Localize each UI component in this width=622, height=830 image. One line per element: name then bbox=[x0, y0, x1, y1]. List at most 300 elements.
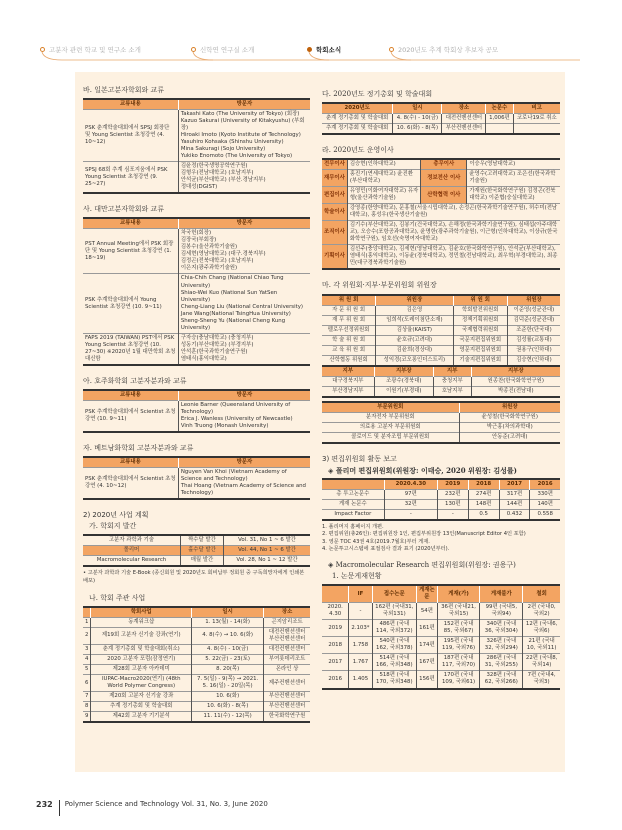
circle-icon bbox=[40, 47, 45, 52]
visitor: Hiroaki Imoto (Kyoto Institute of Technology) bbox=[180, 132, 301, 139]
table-cell: 486편 (국내114, 국외372) bbox=[372, 620, 417, 637]
visitor: 김장국(부회장) bbox=[180, 237, 217, 244]
director-names: 이승우(영남대학교) bbox=[467, 159, 560, 170]
table-cell: 10. 6(화) - 8(목) bbox=[192, 702, 264, 712]
table-row bbox=[322, 432, 560, 443]
table-row bbox=[322, 325, 560, 335]
visitors-cell bbox=[178, 333, 310, 365]
table-row bbox=[83, 675, 310, 692]
table-cell: 홀수달 발간 bbox=[180, 546, 223, 556]
visitor: Cheng-Liang Liu (National Central University) bbox=[180, 303, 304, 310]
visitor: 안석훈(한국과학기술연구원) bbox=[180, 348, 248, 355]
table-row bbox=[83, 617, 310, 627]
table-cell: 윤성철(한국화학연구원) bbox=[459, 412, 560, 422]
table-cell: 권용구(인하대) bbox=[507, 345, 560, 355]
table-cell: - bbox=[437, 509, 468, 520]
table-cell: 162편 (국내31, 국외131) bbox=[372, 603, 417, 620]
section-title: 자. 베트남화학회 고분자분과와 교류 bbox=[83, 443, 194, 452]
table-cell: 추계 정기총회 및 학술대회 bbox=[325, 125, 389, 132]
table-row bbox=[83, 665, 310, 675]
table-cell: 4. 8(수) - 10(금) bbox=[192, 644, 264, 654]
table-cell: 의료용 고분자 부문위원회 bbox=[359, 423, 421, 430]
table-header bbox=[322, 367, 560, 377]
table-cell: 대전컨벤션센터 bbox=[264, 644, 310, 654]
column-header: 학회사업 bbox=[91, 607, 192, 618]
director-names: 김선주(충앙대학교), 김세현(영남대학교), 김윤호(한국화학연구원), 안석균(부산대학교), 염태식(홍익대학교), 이동윤(경북대학교), 정민철(전남대학교), 최우혁(부경대학교), 최종민(대구경북과학기술원) bbox=[347, 245, 560, 270]
column-header: 위 원 회 bbox=[322, 295, 376, 306]
column-header: 방문자 bbox=[178, 218, 310, 229]
table-cell: 0.432 bbox=[499, 509, 530, 520]
table-cell: 11. 11(수) - 12(목) bbox=[192, 712, 264, 723]
visitor: 김형우(전남대학교) (호남지부) bbox=[180, 170, 254, 177]
table-cell: 1. 13(월) - 14(화) bbox=[192, 617, 264, 627]
column-header: 위원장 bbox=[507, 295, 560, 306]
column-header bbox=[322, 479, 384, 490]
column-header: 2018 bbox=[468, 479, 499, 490]
table-header bbox=[322, 103, 560, 114]
table-cell: 54편 bbox=[417, 603, 438, 620]
table-cell: 130편 bbox=[437, 499, 468, 509]
table-cell: 안동준(고려대) bbox=[459, 432, 560, 443]
exchange-content: PSK 추계학술대회에서 Scientist 초청강연 (10. 9~11) bbox=[85, 408, 176, 422]
director-role: 정보전산 이사 bbox=[421, 170, 467, 187]
table-cell: 161편 bbox=[417, 620, 438, 637]
table-cell: 10. 6(화) - 8(목) bbox=[393, 124, 442, 135]
australia-table bbox=[83, 389, 310, 433]
visitor: 김정곤(전북대학교) (호남지부) bbox=[180, 258, 254, 265]
section-title: 다. 2020년도 정기총회 및 학술대회 bbox=[322, 90, 433, 98]
committees-section bbox=[322, 281, 560, 443]
table-cell: 대전컨벤션센터 bbox=[442, 114, 486, 124]
table-cell: 동계워크샵 bbox=[91, 617, 192, 627]
exchange-content: PSK 춘계학술대회에서 SPSJ 회장단 및 Young Scientist 초청강연 (4. 10~12) bbox=[85, 125, 170, 146]
table-cell: 195편 (국내119, 국외76) bbox=[437, 637, 480, 654]
table-cell: 한국화학연구원 bbox=[264, 712, 310, 723]
table-cell: 2020. 4.30 bbox=[327, 604, 343, 618]
table-cell: 6 bbox=[85, 679, 89, 686]
visitor: 김봉수(울산과학기술원) bbox=[180, 244, 238, 251]
table-row bbox=[83, 712, 310, 723]
table-cell: 곤지암리조트 bbox=[264, 617, 310, 627]
table-row bbox=[322, 245, 560, 270]
table-cell: 1,006편 bbox=[486, 114, 513, 124]
column-header: 교류내용 bbox=[83, 218, 178, 229]
table-cell: 학회발전위원회 bbox=[453, 305, 507, 315]
table-row bbox=[83, 654, 310, 664]
table-row bbox=[83, 702, 310, 712]
visitor: Yukiko Enomoto (The University of Tokyo) bbox=[180, 153, 293, 160]
table-row bbox=[83, 333, 310, 365]
table-row bbox=[83, 274, 310, 333]
section-title: 2) 2020년 사업 계획 bbox=[83, 511, 149, 520]
director-role: 전무이사 bbox=[322, 159, 347, 170]
column-header: 일시 bbox=[192, 607, 264, 618]
japan-table bbox=[83, 98, 310, 194]
table-cell: 9 bbox=[85, 713, 89, 720]
table-cell: 21편 (국내10, 국외11) bbox=[523, 637, 560, 654]
nav-item-award-call[interactable] bbox=[389, 45, 498, 54]
japan-exchange-section bbox=[83, 86, 310, 194]
table-cell: 분자전자 부문위원회 bbox=[365, 413, 415, 420]
visitor: Takashi Kato (The University of Tokyo) (회장) bbox=[180, 111, 300, 118]
director-role: 기획이사 bbox=[322, 245, 347, 270]
table-cell: 부산컨벤션센터 bbox=[442, 124, 486, 135]
vietnam-table bbox=[83, 456, 310, 500]
table-row bbox=[322, 221, 560, 245]
table-cell: 대구경북지부 bbox=[332, 377, 364, 384]
table-header bbox=[322, 585, 560, 603]
subsection-title: ◈ Macromolecular Research 편집위원회(위원장: 권용구) bbox=[328, 561, 516, 570]
visitor: 김세현(영남대학교) (대구.경북지부) bbox=[180, 251, 266, 258]
table-row bbox=[322, 386, 560, 397]
left-column bbox=[83, 86, 310, 723]
table-row bbox=[322, 305, 560, 315]
table-header bbox=[83, 457, 310, 468]
director-names: 홍진기(연세대학교) 윤진환(부산대학교) bbox=[347, 170, 420, 187]
table-header bbox=[83, 390, 310, 401]
director-names: 김기수(부산대학교), 김봉기(건국대학교), 손해정(한국과학기술연구원), 심태섭(아주대학교), 오승수(포항공과대학교), 윤명한(광주과학기술원), 이근형(인하대학교), 이상규(한국화학연구원), 임호선(숙명여자대학교) bbox=[347, 221, 560, 245]
table-cell: 대전컨벤션센터 부산컨벤션센터 bbox=[264, 627, 310, 644]
vietnam-exchange-section bbox=[83, 444, 310, 500]
table-row bbox=[322, 499, 560, 509]
table-row bbox=[322, 124, 560, 135]
table-cell: 박종진(전남대) bbox=[471, 386, 560, 397]
table-cell: 3 bbox=[85, 645, 89, 652]
table-header bbox=[322, 479, 560, 490]
table-row bbox=[322, 355, 560, 366]
table-cell: Vol. 31, No 1 ~ 6 발간 bbox=[224, 535, 310, 546]
table-cell: 4 bbox=[85, 655, 89, 662]
table-header bbox=[83, 218, 310, 229]
subsection-title: 가. 학회지 발간 bbox=[89, 522, 137, 531]
table-cell: IUPAC-Macro2020(연기) (48th World Polymer Congress) bbox=[91, 675, 192, 692]
note-line: 2. 편집위원(총26인): 편집위원장 1인, 편집부위원장 13인(Manuscript Editor 4인 포함) bbox=[322, 531, 526, 538]
table-cell: 4. 8(수) - 10(금) bbox=[393, 114, 442, 124]
top-navigation bbox=[0, 0, 622, 62]
section-title: 라. 2020년도 운영이사 bbox=[322, 146, 394, 155]
section-title: 사. 대만고분자학회와 교류 bbox=[83, 205, 165, 214]
table-row bbox=[83, 162, 310, 194]
nav-label: 신학연 연구실 소개 bbox=[200, 46, 255, 54]
circle-icon bbox=[389, 47, 394, 52]
column-header: 교류내용 bbox=[83, 390, 178, 401]
table-cell: 32편 bbox=[384, 499, 437, 509]
table-cell: Macromolecular Research bbox=[96, 557, 167, 564]
table-cell: 286편 (국내31, 국외255) bbox=[480, 654, 523, 671]
table-cell: 임희석(도레이첨단소재) bbox=[376, 315, 453, 325]
column-header: 게재논문 bbox=[417, 585, 438, 603]
table-cell: 제19회 고분자 신기술 강좌(연기) bbox=[91, 627, 192, 644]
table-row bbox=[322, 489, 560, 499]
mr-stats-table bbox=[322, 584, 560, 689]
visitor: Chia-Chih Chang (National Chiao Tung University) bbox=[180, 275, 284, 289]
table-cell: 2 bbox=[85, 632, 89, 639]
table-cell: 폴리머 bbox=[83, 546, 180, 556]
table-cell: 제20회 고분자 신기술 강좌 bbox=[91, 692, 192, 702]
table-cell: 170편 (국내109, 국외61) bbox=[437, 671, 480, 689]
exchange-content: PSK 춘계학술대회에서 Scientist 초청강연 (4. 10~12) bbox=[85, 475, 176, 489]
nav-item-institutes[interactable] bbox=[40, 45, 141, 54]
table-cell: 187편 (국내117, 국외70) bbox=[437, 654, 480, 671]
director-names: 강영종(한양대학교), 문홍철(서울시립대학교), 손정곤(한국과학기술연구원), 허수미(전남대학교), 홍성우(한국생산기술원) bbox=[347, 204, 560, 221]
table-cell: 144편 bbox=[499, 499, 530, 509]
column-header: 장소 bbox=[264, 607, 310, 618]
table-cell: 7. 5(일) - 9(목) → 2021. 5. 16(일) - 20일(목) bbox=[192, 675, 264, 692]
circle-icon bbox=[191, 47, 196, 52]
table-row bbox=[83, 644, 310, 654]
branches-table bbox=[322, 367, 560, 398]
subsection-title: 나. 학회 주관 사업 bbox=[89, 593, 146, 602]
table-cell: 김덕준(성균관대) bbox=[507, 315, 560, 325]
visitor: 정대성(DGIST) bbox=[180, 184, 218, 191]
table-cell: 326편 (국내32, 국외294) bbox=[480, 637, 523, 654]
table-row bbox=[322, 204, 560, 221]
table-cell: 330편 bbox=[530, 489, 560, 499]
table-cell: 재 무 위 원 회 bbox=[332, 316, 366, 323]
table-cell: 518편 (국내170, 국외348) bbox=[372, 671, 417, 689]
column-header: 위 원 회 bbox=[453, 295, 507, 306]
table-cell: 제28회 고분자 아카데미 bbox=[91, 665, 192, 675]
nav-label: 학회소식 bbox=[316, 46, 342, 54]
table-cell: 7편 (국내4, 국외3) bbox=[523, 671, 560, 689]
table-row bbox=[83, 110, 310, 162]
column-header: 위원장 bbox=[376, 295, 453, 306]
column-header: 비고 bbox=[513, 103, 560, 114]
column-header: 지부 bbox=[433, 367, 471, 377]
meeting-section bbox=[322, 90, 560, 135]
directors-table bbox=[322, 158, 560, 270]
table-cell: 328편 (국내62, 국외266) bbox=[480, 671, 523, 689]
column-header: 방문자 bbox=[178, 99, 310, 110]
visitor: Shiao-Wei Kuo (National Sun YatSen University) bbox=[180, 289, 278, 303]
events-table bbox=[83, 606, 310, 723]
visitors-cell bbox=[178, 229, 310, 274]
director-names: 윤영수(고려대학교) 조은선(한국과학기술원) bbox=[467, 170, 560, 187]
table-header bbox=[322, 402, 560, 413]
table-cell: 1 bbox=[85, 618, 89, 625]
column-header: 장소 bbox=[442, 103, 486, 114]
nav-item-labs[interactable] bbox=[191, 45, 254, 54]
visitors-cell bbox=[178, 162, 310, 194]
table-row bbox=[322, 376, 560, 386]
table-row bbox=[83, 400, 310, 432]
table-cell: 8. 20(목) bbox=[192, 665, 264, 675]
table-row bbox=[322, 412, 560, 422]
table-cell: 학 술 위 원 회 bbox=[332, 336, 366, 343]
section-title: 바. 일본고분자학회와 교류 bbox=[83, 86, 165, 94]
table-row bbox=[322, 114, 560, 124]
table-row bbox=[83, 229, 310, 274]
table-cell: 514편 (국내166, 국외348) bbox=[372, 654, 417, 671]
visitor: Thai Hoang (Vietnam Academy of Science and Technology) bbox=[180, 482, 306, 496]
exchange-content: PSK 추계학술대회에서 Young Scientist 초청강연 (10. 9~11) bbox=[85, 296, 162, 310]
table-cell: 148편 bbox=[468, 499, 499, 509]
table-cell: 36편 (국내21, 국외15) bbox=[437, 603, 480, 620]
table-row bbox=[83, 546, 310, 556]
table-row bbox=[322, 509, 560, 520]
table-cell: 2020 고분자 포럼(잠정연기) bbox=[91, 654, 192, 664]
visitor: Jane Wang(National TsingHua University) bbox=[180, 310, 291, 317]
table-cell: 2편 (국내0, 국외2) bbox=[523, 603, 560, 620]
visitor: Nguyen Van Khoi (Vietnam Academy of Science and Technology) bbox=[180, 468, 287, 482]
table-row bbox=[322, 159, 560, 170]
visitor: 안석균(부산대학교) (부산.경남지부) bbox=[180, 177, 266, 184]
table-cell: 국제협력위원회 bbox=[453, 325, 507, 335]
table-cell: 게재 논문수 bbox=[338, 500, 367, 507]
column-header: 지부장 bbox=[471, 367, 560, 377]
column-header: 2016 bbox=[530, 479, 560, 490]
editorial-notes bbox=[322, 524, 560, 553]
table-cell: 1.758 bbox=[349, 637, 372, 654]
table-cell: 156편 bbox=[417, 671, 438, 689]
table-cell: 1.767 bbox=[349, 654, 372, 671]
director-role: 조직이사 bbox=[322, 221, 347, 245]
table-cell: 99편 (국내5, 국외94) bbox=[480, 603, 523, 620]
section-title: 3) 편집위원회 활동 보고 bbox=[322, 454, 397, 463]
table-cell: 2.103* bbox=[349, 620, 372, 637]
column-header: 논문수 bbox=[486, 103, 513, 114]
taiwan-exchange-section bbox=[83, 205, 310, 365]
visitor: Erica J. Wanless (University of Newcastle) bbox=[180, 415, 293, 422]
table-cell: 12편 (국내6, 국외6) bbox=[523, 620, 560, 637]
visitor: Vinh Truong (Monash University) bbox=[180, 422, 269, 429]
subsection-title: 1. 논문게재현황 bbox=[332, 572, 382, 581]
journals-table bbox=[83, 534, 310, 567]
table-cell: 김은영 bbox=[376, 305, 453, 315]
visitor: 김윤정(한국생명공학연구원) bbox=[180, 163, 248, 170]
visitors-cell bbox=[178, 110, 310, 162]
table-row bbox=[322, 170, 560, 187]
table-row bbox=[83, 627, 310, 644]
divider bbox=[59, 800, 60, 816]
visitor: Kazuo Sakurai (University of Kitakyushu) (부회장) bbox=[180, 118, 305, 132]
page-number: 232 bbox=[36, 800, 53, 809]
table-cell: 고분자 과학과 기술 bbox=[108, 537, 154, 544]
table-cell: 영문지편집위원회 bbox=[453, 345, 507, 355]
ebook-note: • 고분자 과학과 기술 E-Book (종신회원 및 2020년도 회비납부 정회원 중 구독희망자에게 인쇄본 배포) bbox=[83, 570, 305, 584]
editorial-section bbox=[322, 455, 560, 690]
table-cell: 국문지편집위원회 bbox=[453, 335, 507, 345]
table-cell: 2019 bbox=[328, 624, 343, 631]
table-row bbox=[322, 637, 560, 654]
column-header: 게재불가 bbox=[480, 585, 523, 603]
note-line: 4. 논문투고시스템에 표절검사 결과 표기 (2020년부터). bbox=[322, 545, 450, 552]
table-row bbox=[322, 603, 560, 620]
subsection-title: ◈ 폴리머 편집위원회(위원장: 이태승, 2020 위원장: 김성률) bbox=[328, 465, 517, 475]
table-cell: 원종찬(한국화학연구원) bbox=[471, 376, 560, 386]
column-header: 2020년도 bbox=[322, 103, 393, 114]
table-cell: 김상율(KAIST) bbox=[376, 325, 453, 335]
table-cell: 조광수(경북대) bbox=[374, 376, 433, 386]
column-header: 철회 bbox=[523, 585, 560, 603]
table-cell: 매월 발간 bbox=[180, 556, 223, 567]
table-cell: 윤호규(고려대) bbox=[376, 335, 453, 345]
exchange-content: SPSJ 68회 추계 심포지움에서 PSK Young Scientist 초청강연 (9. 25~27) bbox=[85, 166, 168, 187]
directors-section bbox=[322, 146, 560, 270]
visitor: 이은지(광주과학기술원) bbox=[180, 265, 238, 272]
column-header: 부문위원회 bbox=[322, 402, 459, 413]
visitor: Leonie Barner (Queensland University of Technology) bbox=[180, 401, 291, 415]
table-cell: - bbox=[349, 603, 372, 620]
table-cell: 부산컨벤션센터 bbox=[264, 702, 310, 712]
committees-table bbox=[322, 294, 560, 367]
table-cell: 추계 정기총회 및 학술대회 bbox=[91, 702, 192, 712]
director-names: 김승현(인하대학교) bbox=[347, 159, 420, 170]
column-header: 2019 bbox=[437, 479, 468, 490]
column-header: 교류내용 bbox=[83, 457, 178, 468]
journal-citation: Polymer Science and Technology Vol. 31, No. 3, June 2020 bbox=[64, 800, 268, 808]
table-cell: 성익경(코오롱인더스트리) bbox=[376, 355, 453, 366]
visitors-cell bbox=[178, 467, 310, 499]
table-cell: 7 bbox=[85, 693, 89, 700]
table-cell: - bbox=[384, 509, 437, 520]
visitor: Sheng-Sheng Yu (National Cheng Kung University) bbox=[180, 317, 286, 331]
table-cell: 174편 bbox=[417, 637, 438, 654]
table-cell: 온라인 상 bbox=[264, 665, 310, 675]
table-cell: 10. 6(화) bbox=[192, 692, 264, 702]
visitor: 구자승(충남대학교) (충청지부) bbox=[180, 334, 254, 341]
table-row bbox=[83, 535, 310, 546]
table-cell: 김성률(교통대) bbox=[507, 335, 560, 345]
note-line: 3. 영문 TOC 43권 4호(2019.7월호)부터 게재. bbox=[322, 538, 430, 545]
table-cell: 2017 bbox=[328, 658, 343, 665]
table-cell: 이준영(성균관대) bbox=[507, 305, 560, 315]
table-cell: 기술지편집위원회 bbox=[453, 355, 507, 366]
table-cell: 540편 (국내162, 국외378) bbox=[372, 637, 417, 654]
column-header: 게재(가) bbox=[437, 585, 480, 603]
table-cell: 이원기(부경대) bbox=[374, 386, 433, 397]
table-cell: Vol. 44, No 1 ~ 6 발간 bbox=[224, 546, 310, 556]
table-cell: 5 bbox=[85, 666, 89, 672]
table-header bbox=[83, 607, 310, 618]
table-row bbox=[322, 620, 560, 637]
table-row bbox=[322, 654, 560, 671]
column-header: 2020.4.30 bbox=[384, 479, 437, 490]
note-line: 1. 폴리머지 홈페이지 개편. bbox=[322, 524, 384, 530]
table-cell: 산학협동 위원회 bbox=[329, 356, 368, 363]
polymer-stats-table bbox=[322, 478, 560, 521]
table-cell: 0.558 bbox=[530, 509, 560, 520]
nav-label: 고분자 관련 학교 및 연구소 소개 bbox=[49, 46, 141, 54]
table-cell: 167편 bbox=[417, 654, 438, 671]
table-cell: 140편 bbox=[530, 499, 560, 509]
table-cell: 김윤희(경상대) bbox=[376, 345, 453, 355]
director-role: 편집이사 bbox=[322, 187, 347, 204]
director-role: 총무이사 bbox=[421, 159, 467, 170]
table-cell: 152편 (국내85, 국외67) bbox=[437, 620, 480, 637]
taiwan-table bbox=[83, 217, 310, 365]
australia-exchange-section bbox=[83, 377, 310, 433]
nav-item-society-news[interactable] bbox=[307, 45, 341, 54]
table-cell: 5. 22(금) - 23(토) bbox=[192, 654, 264, 664]
column-header bbox=[83, 607, 91, 618]
table-cell: Impact Factor bbox=[334, 510, 372, 517]
director-role: 학술이사 bbox=[322, 204, 347, 221]
table-cell: 부산컨벤션센터 bbox=[264, 692, 310, 702]
column-header: IF bbox=[349, 585, 372, 603]
table-cell: 부여롯데리조트 bbox=[264, 654, 310, 664]
column-header: 2017 bbox=[499, 479, 530, 490]
table-cell: 펠로우선정위원회 bbox=[327, 326, 370, 333]
visitor: Yasuhiro Kohsaka (Shinshu University) bbox=[180, 139, 284, 146]
table-cell: 340편 (국내36, 국외304) bbox=[480, 620, 523, 637]
table-cell: 춘계 정기총회 및 학술대회(취소) bbox=[91, 644, 192, 654]
table-row bbox=[83, 467, 310, 499]
table-header bbox=[83, 99, 310, 110]
table-cell: 274편 bbox=[468, 489, 499, 499]
table-row bbox=[322, 345, 560, 355]
exchange-content: PST Annual Meeting에서 PSK 회장단 및 Young Scientist 초청강연 (1. 18~19) bbox=[85, 240, 174, 261]
